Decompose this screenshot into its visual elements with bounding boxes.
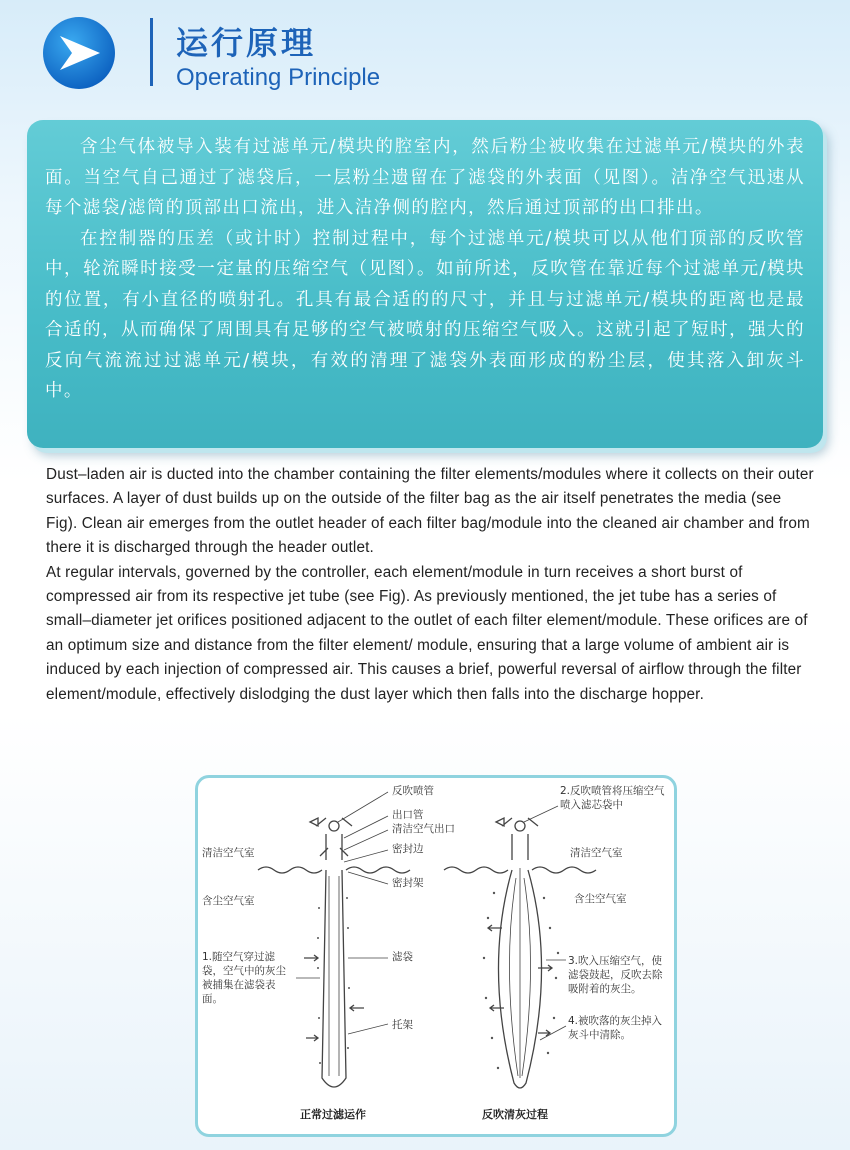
- label-bag: 滤袋: [392, 951, 413, 963]
- note-3: 3.吹入压缩空气，使滤袋鼓起，反吹去除吸附着的灰尘。: [568, 955, 663, 995]
- dust-particles-right: [483, 892, 559, 1069]
- english-description: [46, 463, 816, 707]
- label-seal-edge: 密封边: [392, 843, 424, 855]
- en-paragraph-2: At regular intervals, governed by the controller, each element/module in turn receives a short burst of compressed air from its respective jet tube (see Fig). As previously mentioned, the jet tube has a series of small–diameter jet orifices positioned adjacent to the outlet of each filter element/module. These orifices are of an optimum size and distance from the filter element/ module, ensuring that a large volume of ambient air is induced by each injection of compressed air. This causes a brief, powerful reversal of airflow through the filter element/module, effectively dislodging the dust layer which then falls into the discharge hopper.: [46, 563, 808, 703]
- caption-pulse-cleaning: 反吹清灰过程: [482, 1108, 548, 1121]
- note-2: 2.反吹喷管将压缩空气喷入滤芯袋中: [560, 785, 665, 811]
- label-jet-tube: 反吹喷管: [392, 785, 434, 797]
- chinese-description-box: [27, 120, 823, 448]
- label-outlet-pipe: 出口管: [392, 809, 424, 821]
- en-paragraph-1: Dust–laden air is ducted into the chamber containing the filter elements/modules where it collects on their outer surfaces. A layer of dust builds up on the outside of the filter bag as the air itself penetrates the media (see Fig). Clean air emerges from the outlet header of each filter bag/module into the cleaned air chamber and from there it is discharged through the header outlet.: [46, 466, 814, 557]
- filter-operation-diagram: [195, 775, 677, 1137]
- label-clean-room-right: 清洁空气室: [570, 847, 623, 859]
- caption-normal-filtration: 正常过滤运作: [300, 1108, 366, 1121]
- label-clean-room-left: 清洁空气室: [202, 847, 255, 859]
- page-title-cn: 运行原理: [176, 24, 317, 62]
- header-divider: [150, 18, 153, 86]
- label-dust-room-right: 含尘空气室: [574, 893, 627, 905]
- note-1: 1.随空气穿过滤袋，空气中的灰尘被捕集在滤袋表面。: [202, 951, 286, 1005]
- chevron-right-icon: [42, 16, 116, 90]
- label-seal-frame: 密封架: [392, 877, 424, 889]
- label-cage: 托架: [392, 1019, 413, 1031]
- page-header: [0, 0, 850, 110]
- page-title-en: Operating Principle: [176, 64, 381, 91]
- note-4: 4.被吹落的灰尘掉入灰斗中清除。: [568, 1015, 663, 1041]
- cn-paragraph-2: 在控制器的压差（或计时）控制过程中，每个过滤单元/模块可以从他们顶部的反吹管中，轮流瞬时接受一定量的压缩空气（见图）。如前所述，反吹管在靠近每个过滤单元/模块的位置，有小直径的喷射孔。孔具有最合适的的尺寸，并且与过滤单元/模块的距离也是最合适的，从而确保了周围具有足够的空气被喷射的压缩空气吸入。这就引起了短时，强大的反向气流流过过滤单元/模块，有效的清理了滤袋外表面形成的粉尘层，使其落入卸灰斗中。: [45, 228, 805, 401]
- cn-paragraph-1: 含尘气体被导入装有过滤单元/模块的腔室内，然后粉尘被收集在过滤单元/模块的外表面。当空气自己通过了滤袋后，一层粉尘遗留在了滤袋的外表面（见图）。洁净空气迅速从每个滤袋/滤筒的顶部出口流出，进入洁净侧的腔内，然后通过顶部的出口排出。: [45, 137, 805, 218]
- label-clean-outlet: 清洁空气出口: [392, 823, 455, 835]
- label-dust-room-left: 含尘空气室: [202, 895, 255, 907]
